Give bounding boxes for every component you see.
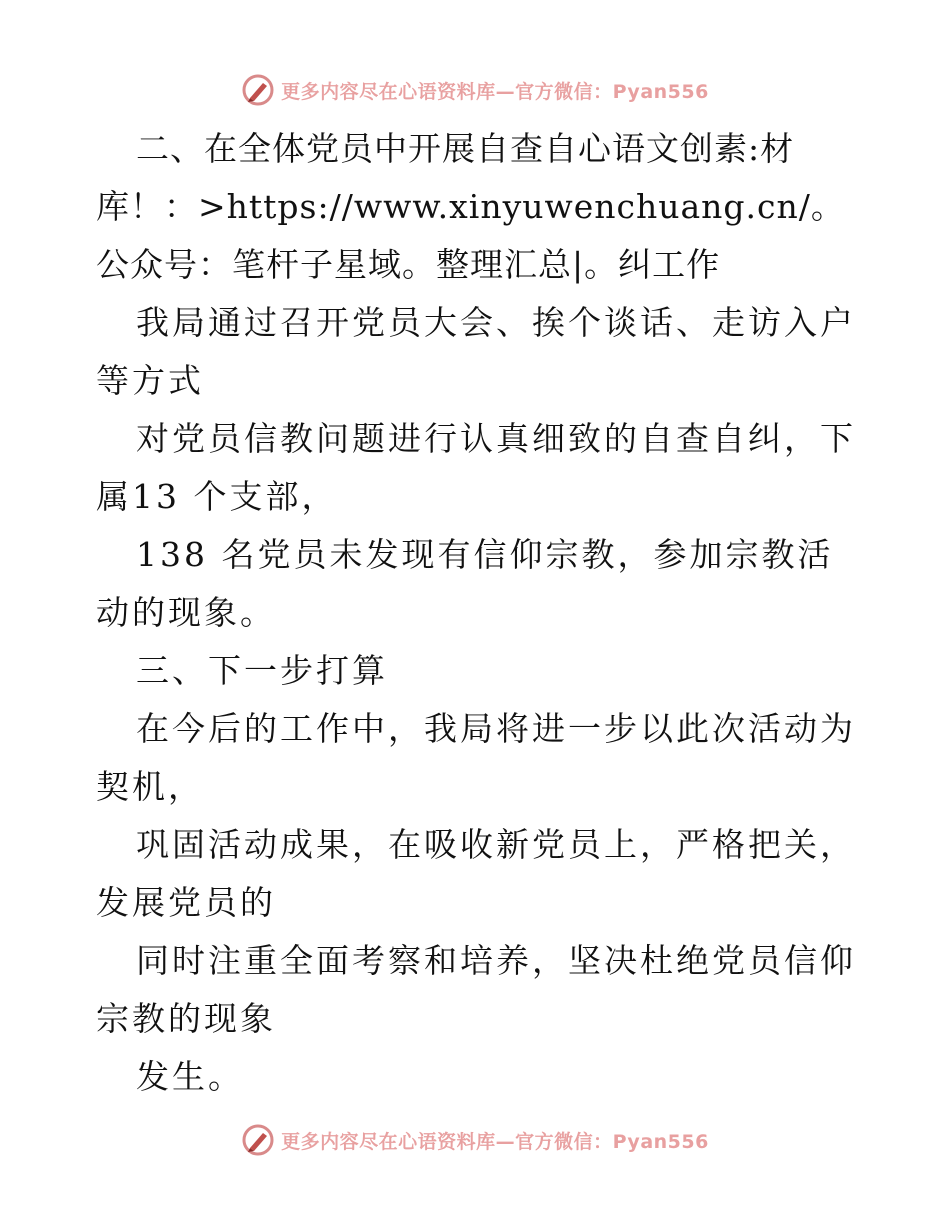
section-heading: 三、下一步打算 (136, 651, 388, 690)
paragraph: 在今后的工作中，我局将进一步以此次活动为契机， (96, 709, 856, 806)
banner-text: 更多内容尽在心语资料库—官方微信：Pyan556 (281, 1130, 709, 1153)
document-body (96, 120, 856, 1106)
paragraph: 138 名党员未发现有信仰宗教，参加宗教活动的现象。 (96, 535, 834, 632)
pen-logo-icon (241, 1123, 275, 1157)
banner-text: 更多内容尽在心语资料库—官方微信：Pyan556 (281, 80, 709, 103)
paragraph: 巩固活动成果，在吸收新党员上，严格把关，发展党员的 (96, 825, 856, 922)
header-banner (0, 70, 950, 110)
footer-banner (0, 1120, 950, 1160)
paragraph: 同时注重全面考察和培养，坚决杜绝党员信仰宗教的现象 (96, 941, 856, 1038)
paragraph: 二、在全体党员中开展自查自心语文创素:材库！：>https://www.xinyuwenchuang.cn/。公众号：笔杆子星域。整理汇总|。纠工作 (96, 129, 845, 284)
paragraph: 我局通过召开党员大会、挨个谈话、走访入户等方式 (96, 303, 856, 400)
paragraph: 对党员信教问题进行认真细致的自查自纠，下属13 个支部， (96, 419, 856, 516)
pen-logo-icon (241, 73, 275, 107)
paragraph: 发生。 (136, 1057, 244, 1096)
